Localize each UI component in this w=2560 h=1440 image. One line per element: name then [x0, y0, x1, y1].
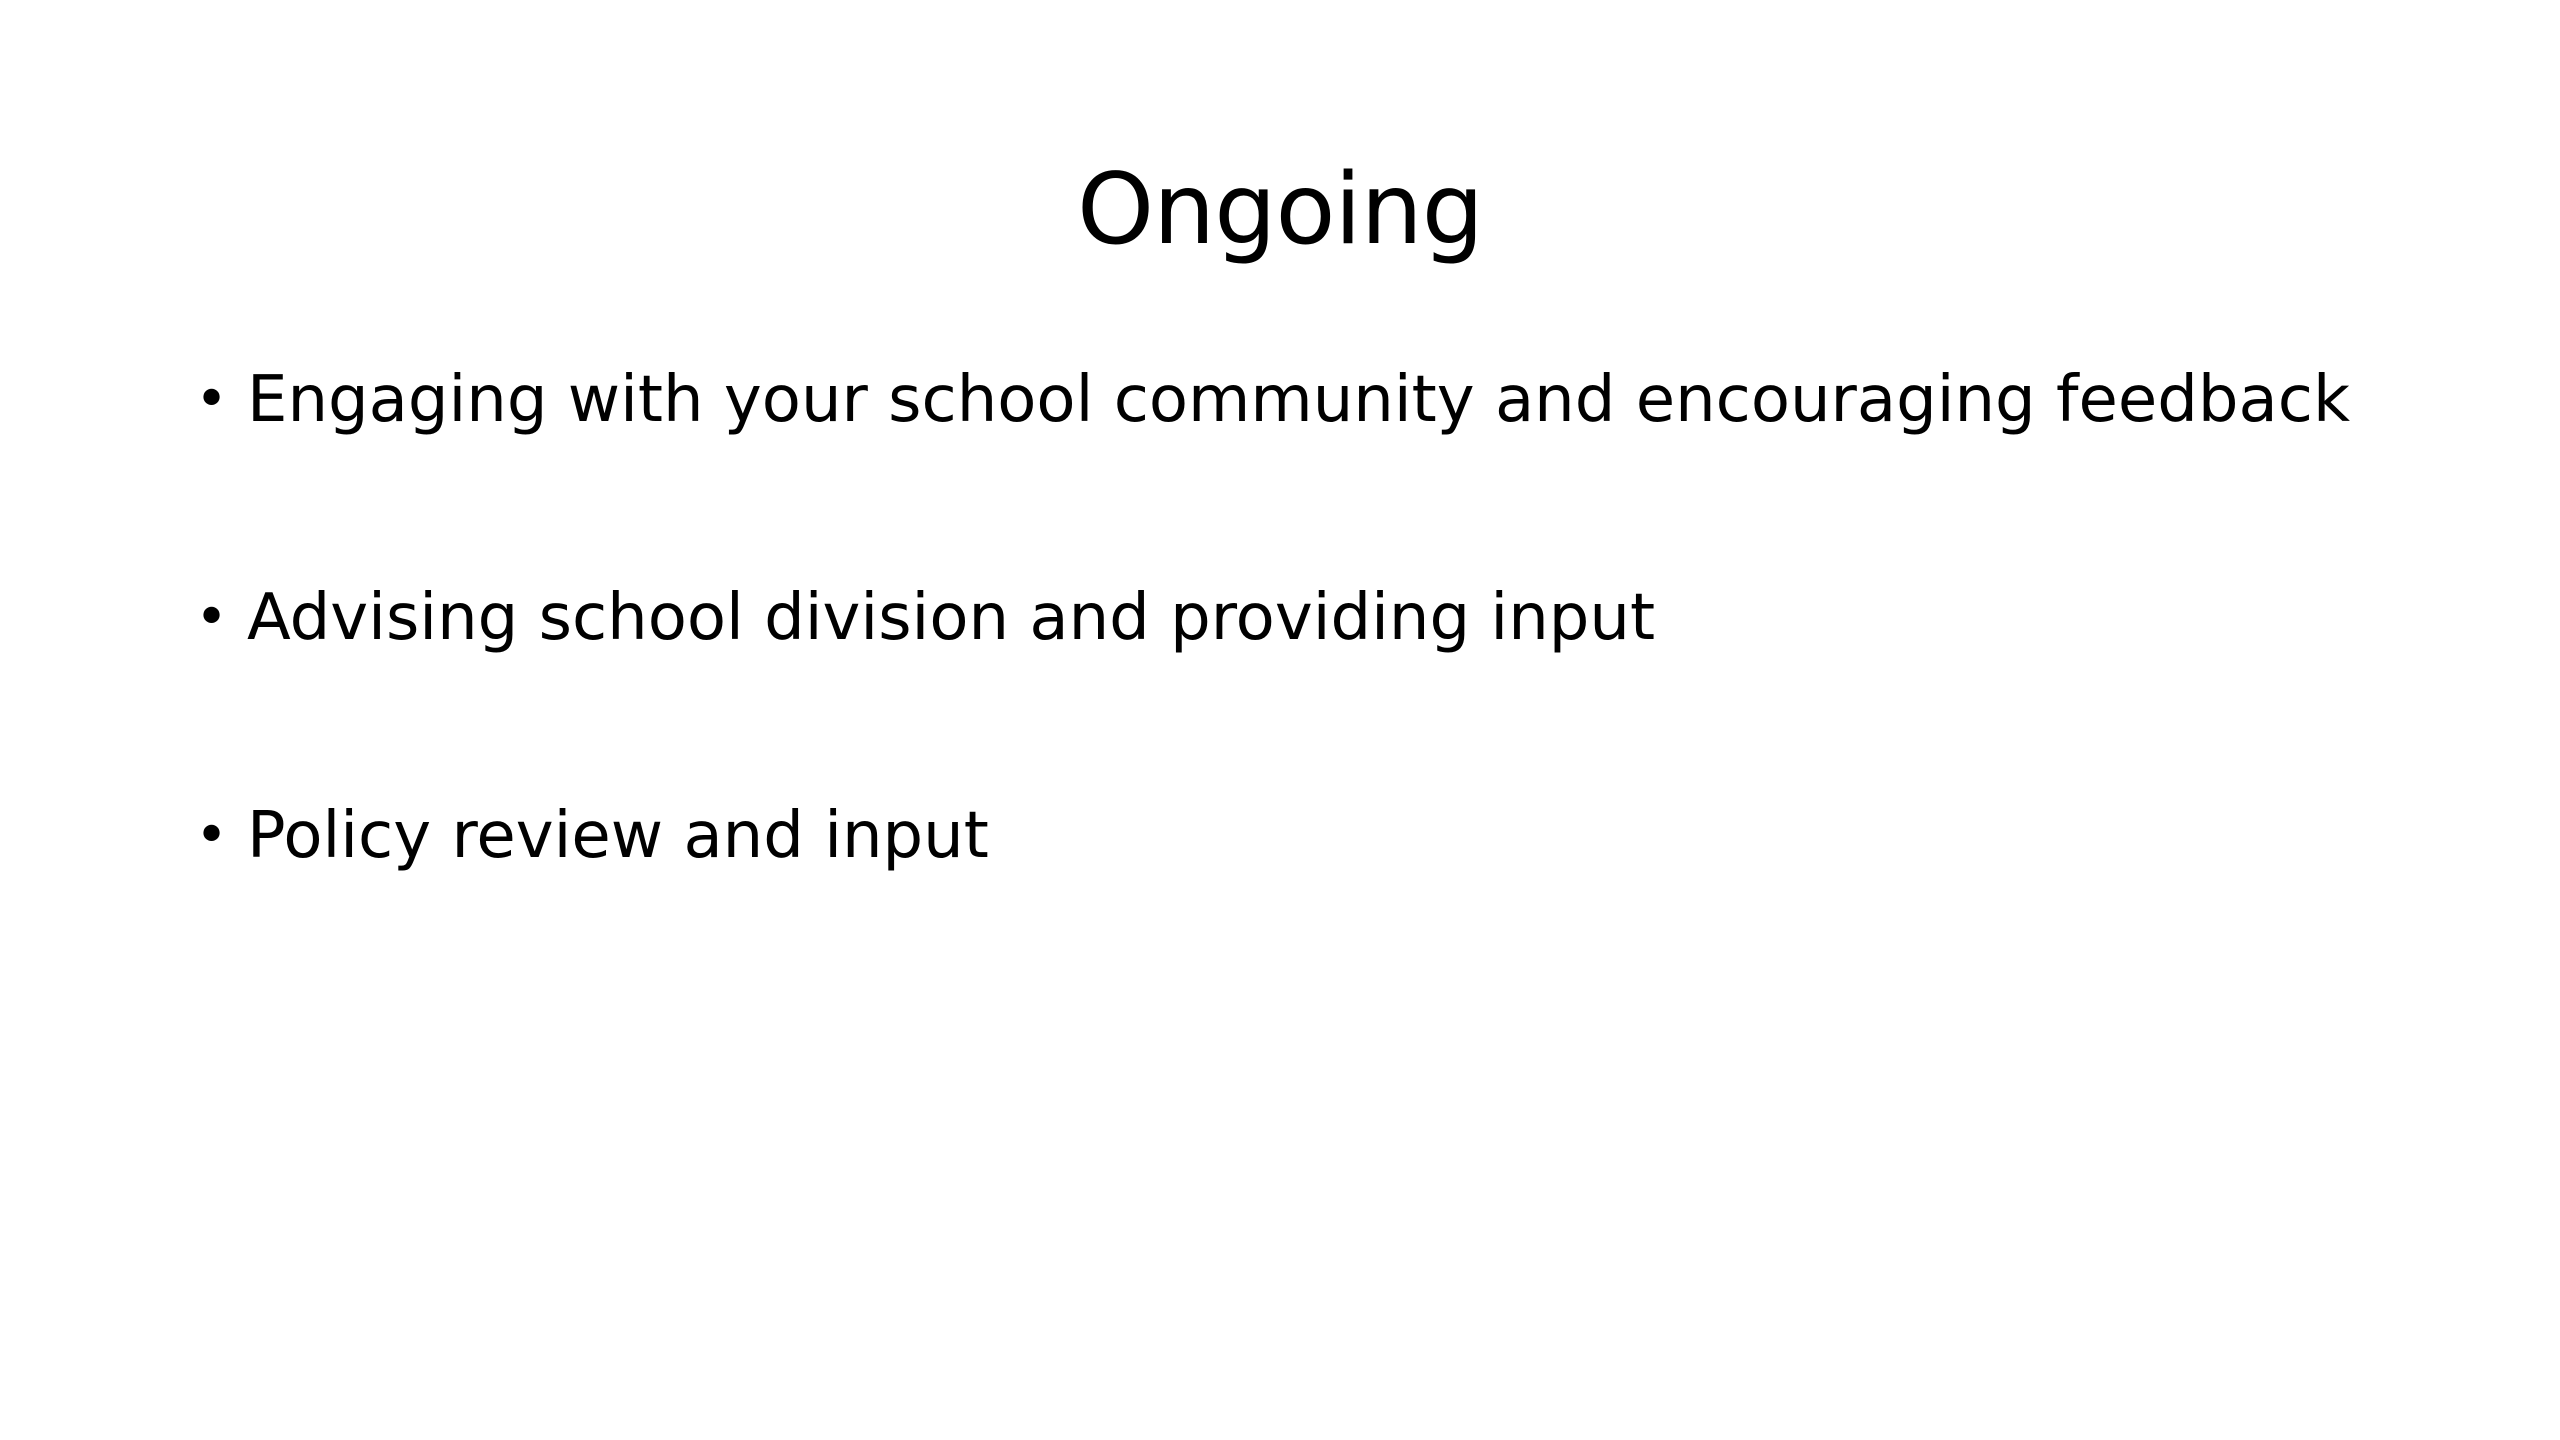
bullet-item-engaging	[195, 360, 2495, 578]
bullet-text: Engaging with your school community and encouraging feedback	[247, 363, 2350, 437]
slide-title: Ongoing	[1077, 153, 1483, 267]
bullet-marker: •	[195, 367, 229, 432]
bullet-item-policy	[195, 796, 2495, 1014]
bullet-list	[195, 360, 2495, 1014]
bullet-marker: •	[195, 803, 229, 868]
bullet-text: Advising school division and providing input	[247, 581, 1656, 655]
bullet-marker: •	[195, 585, 229, 650]
bullet-item-advising	[195, 578, 2495, 796]
bullet-text: Policy review and input	[247, 799, 989, 873]
